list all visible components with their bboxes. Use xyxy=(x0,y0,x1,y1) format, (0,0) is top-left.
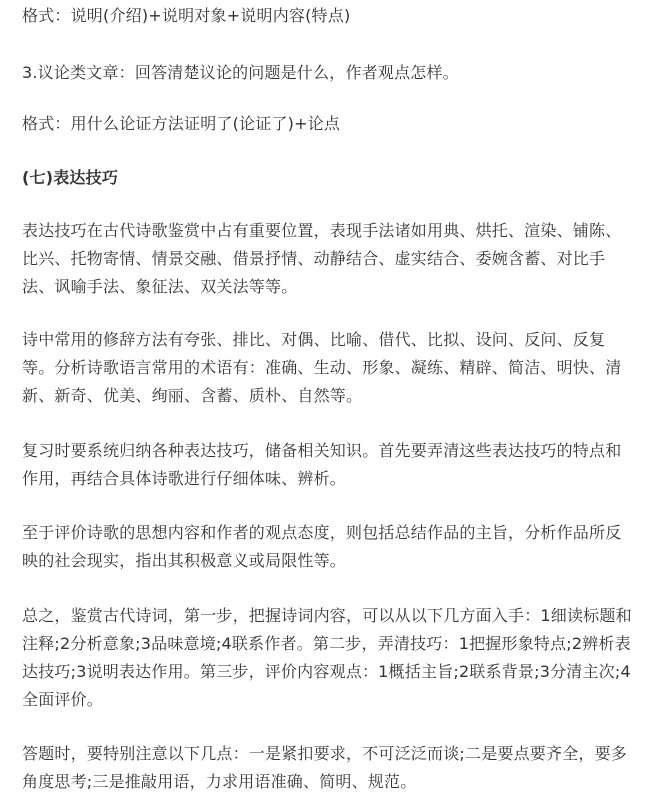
paragraph-review-advice: 复习时要系统归纳各种表达技巧，储备相关知识。首先要弄清这些表达技巧的特点和作用，再结合具体诗歌进行仔细体味、辨析。 xyxy=(22,441,622,488)
paragraph-format-argument: 格式：用什么论证方法证明了(论证了)+论点 xyxy=(22,114,341,133)
paragraph-rhetorical-devices: 诗中常用的修辞方法有夸张、排比、对偶、比喻、借代、比拟、设问、反问、反复等。分析诗歌语言常用的术语有：准确、生动、形象、凝练、精辟、简洁、明快、清新、新奇、优美、绚丽、含蓄、质朴、自然等。 xyxy=(22,330,622,405)
paragraph-expression-techniques: 表达技巧在古代诗歌鉴赏中占有重要位置，表现手法诸如用典、烘托、渲染、铺陈、比兴、托物寄情、情景交融、借景抒情、动静结合、虚实结合、委婉含蓄、对比手法、讽喻手法、象征法、双关法等等。 xyxy=(22,221,622,296)
paragraph-format-explanation: 格式：说明(介绍)+说明对象+说明内容(特点) xyxy=(22,6,351,25)
paragraph-summary-steps: 总之，鉴赏古代诗词，第一步，把握诗词内容，可以从以下几方面入手：1细读标题和注释;2分析意象;3品味意境;4联系作者。第二步，弄清技巧：1把握形象特点;2辨析表达技巧;3说明表达作用。第三步，评价内容观点：1概括主旨;2联系背景;3分清主次;4全面评价。 xyxy=(22,606,632,709)
paragraph-argumentative-text: 3.议论类文章：回答清楚议论的问题是什么，作者观点怎样。 xyxy=(22,63,459,82)
paragraph-content-evaluation: 至于评价诗歌的思想内容和作者的观点态度，则包括总结作品的主旨，分析作品所反映的社会现实，指出其积极意义或局限性等。 xyxy=(22,523,622,570)
section-heading-expression-techniques: (七)表达技巧 xyxy=(22,168,119,187)
paragraph-answering-tips: 答题时，要特别注意以下几点：一是紧扣要求，不可泛泛而谈;二是要点要齐全，要多角度思考;三是推敲用语，力求用语准确、简明、规范。 xyxy=(22,744,627,791)
